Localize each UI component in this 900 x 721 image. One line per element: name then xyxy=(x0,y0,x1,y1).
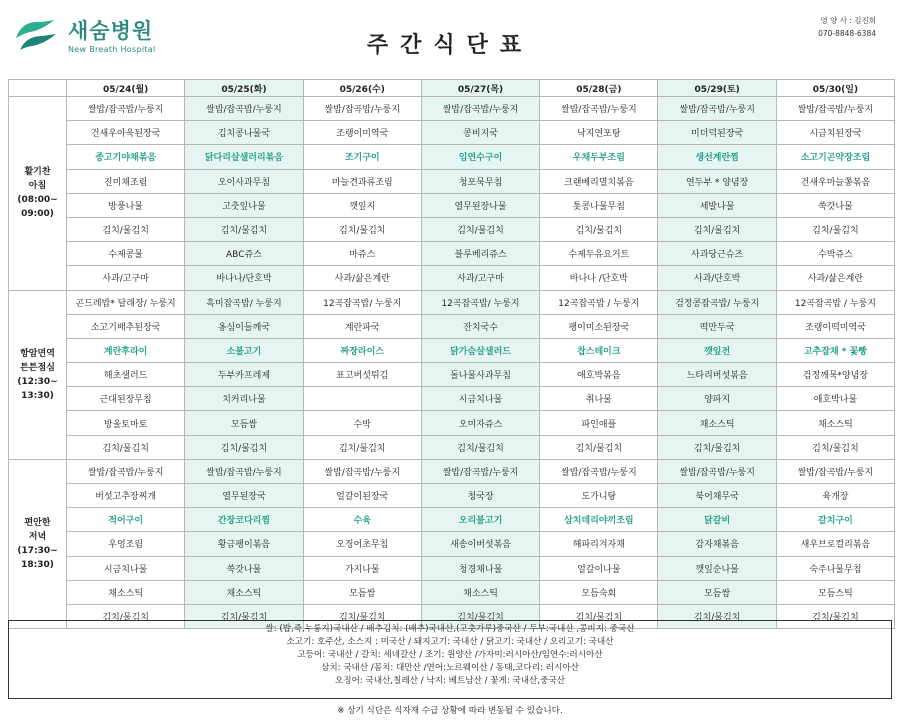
menu-item: 열무된장나물 xyxy=(421,193,539,217)
menu-item: 쌀밥/잡곡밥/누룽지 xyxy=(185,97,303,121)
menu-item: 시금치나물 xyxy=(421,387,539,411)
day-header: 05/29(토) xyxy=(658,80,776,97)
menu-item: 쌀밥/잡곡밥/누룽지 xyxy=(421,459,539,483)
menu-item: 김치/물김치 xyxy=(303,435,421,459)
menu-item: 김치/물김치 xyxy=(303,604,421,628)
menu-item: 세발나물 xyxy=(658,193,776,217)
menu-item: 12곡잡곡밥 / 누룽지 xyxy=(540,290,658,314)
menu-item: 김치/물김치 xyxy=(776,435,894,459)
menu-item: 건새우아욱된장국 xyxy=(67,121,185,145)
menu-item: 흑미잡곡밥/ 누룽지 xyxy=(185,290,303,314)
menu-item: 닭다리살샐러리볶음 xyxy=(185,145,303,169)
dietitian-phone: 070-8848-6384 xyxy=(818,29,876,38)
day-header: 05/24(월) xyxy=(67,80,185,97)
menu-item: 쌀밥/잡곡밥/누룽지 xyxy=(67,459,185,483)
meal-label: 항암면역 튼튼점심 (12:30~ 13:30) xyxy=(9,290,67,459)
menu-item: 옹심이들깨국 xyxy=(185,314,303,338)
menu-item: 해초샐러드 xyxy=(67,363,185,387)
menu-item: 김치/물김치 xyxy=(658,435,776,459)
menu-item: 미더덕된장국 xyxy=(658,121,776,145)
menu-item: 모듬쌈 xyxy=(658,580,776,604)
menu-item: 사과/삶은계란 xyxy=(303,266,421,290)
menu-item: 우채두부조림 xyxy=(540,145,658,169)
menu-item: 숙주나물무침 xyxy=(776,556,894,580)
menu-row xyxy=(9,169,895,193)
page-header xyxy=(0,0,900,78)
menu-item: 채소스틱 xyxy=(421,580,539,604)
origin-line: 삼치: 국내산 /꽁치: 대만산 /연어:노르웨이산 / 동태,코다리: 러시아산 xyxy=(321,663,579,673)
menu-item: ABC쥬스 xyxy=(185,242,303,266)
menu-item: 돌나물사과무침 xyxy=(421,363,539,387)
menu-item: 닭갈비 xyxy=(658,508,776,532)
menu-item: 고추잡채 * 꽃빵 xyxy=(776,338,894,362)
menu-row xyxy=(9,508,895,532)
menu-item: 우엉조림 xyxy=(67,532,185,556)
menu-item: 바나나/단호박 xyxy=(185,266,303,290)
menu-item: 표고버섯튀김 xyxy=(303,363,421,387)
menu-item: 오리불고기 xyxy=(421,508,539,532)
dietitian-info xyxy=(818,14,876,40)
menu-row xyxy=(9,387,895,411)
menu-row xyxy=(9,145,895,169)
menu-item: 바나나 /단호박 xyxy=(540,266,658,290)
menu-item: 소불고기 xyxy=(185,338,303,362)
menu-row xyxy=(9,193,895,217)
menu-item: 근대된장무침 xyxy=(67,387,185,411)
menu-item: 새송이버섯볶음 xyxy=(421,532,539,556)
menu-item: 사과/고구마 xyxy=(421,266,539,290)
menu-item: 팽이미소된장국 xyxy=(540,314,658,338)
menu-row xyxy=(9,290,895,314)
menu-item: 깻잎순나물 xyxy=(658,556,776,580)
menu-row xyxy=(9,532,895,556)
menu-item: 북어채무국 xyxy=(658,484,776,508)
menu-row xyxy=(9,338,895,362)
menu-item: 수박 xyxy=(303,411,421,435)
origin-line: 오징어: 국내산,칠레산 / 낙지: 베트남산 / 꽃게: 국내산,중국산 xyxy=(335,676,565,686)
menu-item: 건새우마늘쫑볶음 xyxy=(776,169,894,193)
menu-item: 사과/삶은계란 xyxy=(776,266,894,290)
day-header: 05/26(수) xyxy=(303,80,421,97)
origin-line: 고등어: 국내산 / 갈치: 세네갈산 / 조기: 원양산 /가자미:러시아산/임연수:러시아산 xyxy=(297,650,603,660)
menu-item: 적어구이 xyxy=(67,508,185,532)
menu-item: 조기구이 xyxy=(303,145,421,169)
menu-row xyxy=(9,556,895,580)
menu-item: 쌀밥/잡곡밥/누룽지 xyxy=(776,459,894,483)
menu-item: 종고기야채볶음 xyxy=(67,145,185,169)
menu-row xyxy=(9,217,895,241)
menu-item: 12곡잡곡밥 / 누룽지 xyxy=(776,290,894,314)
menu-item: 오미자쥬스 xyxy=(421,411,539,435)
menu-item: 해파리겨자채 xyxy=(540,532,658,556)
menu-item: 김치/물김치 xyxy=(540,435,658,459)
menu-item: 곤드레밥* 달래장/ 누룽지 xyxy=(67,290,185,314)
menu-item: 갈치구이 xyxy=(776,508,894,532)
menu-row xyxy=(9,242,895,266)
menu-item: 얼갈이나물 xyxy=(540,556,658,580)
menu-item: 사과/단호박 xyxy=(658,266,776,290)
dietitian-name: 영 양 사 : 김진희 xyxy=(820,16,876,25)
menu-item: 찹스테이크 xyxy=(540,338,658,362)
menu-item: 감자채볶음 xyxy=(658,532,776,556)
menu-row xyxy=(9,411,895,435)
menu-item: 모듬쌈 xyxy=(303,580,421,604)
menu-item: 쌀밥/잡곡밥/누룽지 xyxy=(185,459,303,483)
menu-item: 가지나물 xyxy=(303,556,421,580)
day-header: 05/28(금) xyxy=(540,80,658,97)
menu-item: 진미채조림 xyxy=(67,169,185,193)
menu-row xyxy=(9,266,895,290)
menu-item: 청경채나물 xyxy=(421,556,539,580)
menu-item: 12곡잡곡밥/ 누룽지 xyxy=(303,290,421,314)
menu-item: 쌀밥/잡곡밥/누룽지 xyxy=(540,97,658,121)
menu-item: 오징어초무침 xyxy=(303,532,421,556)
day-header: 05/27(목) xyxy=(421,80,539,97)
header-corner xyxy=(9,80,67,97)
menu-item: 김치/물김치 xyxy=(185,217,303,241)
menu-row xyxy=(9,314,895,338)
menu-item: 김치/물김치 xyxy=(67,217,185,241)
menu-item: 열무된장국 xyxy=(185,484,303,508)
menu-item: 김치/물김치 xyxy=(67,435,185,459)
menu-item: 모듬숙회 xyxy=(540,580,658,604)
menu-row xyxy=(9,459,895,483)
menu-item: 김치/물김치 xyxy=(421,435,539,459)
menu-item: 김치/물김치 xyxy=(776,604,894,628)
menu-item: 수제두유요거트 xyxy=(540,242,658,266)
menu-item: 얼갈이된장국 xyxy=(303,484,421,508)
page-title: 주간식단표 xyxy=(366,33,534,58)
menu-row xyxy=(9,435,895,459)
menu-item: 두부카프레제 xyxy=(185,363,303,387)
menu-item: 마늘견과류조림 xyxy=(303,169,421,193)
change-notice: ※ 상기 식단은 식자재 수급 상황에 따라 변동될 수 있습니다. xyxy=(337,706,563,716)
menu-item: 콩비지국 xyxy=(421,121,539,145)
menu-item: 오이사과무침 xyxy=(185,169,303,193)
menu-item xyxy=(303,387,421,411)
menu-item: 치커리나물 xyxy=(185,387,303,411)
menu-item: 김치/물김치 xyxy=(540,604,658,628)
menu-item: 쌀밥/잡곡밥/누룽지 xyxy=(67,97,185,121)
menu-item: 양파지 xyxy=(658,387,776,411)
origin-info xyxy=(8,620,892,699)
menu-item: 잔치국수 xyxy=(421,314,539,338)
menu-item: 연두부 * 양념장 xyxy=(658,169,776,193)
menu-item: 채소스틱 xyxy=(185,580,303,604)
hospital-name: 새숨병원 xyxy=(68,18,154,43)
menu-item: 김치/물김치 xyxy=(185,604,303,628)
menu-item: 모듬스틱 xyxy=(776,580,894,604)
date-header-row xyxy=(9,80,895,97)
menu-item: 애호박볶음 xyxy=(540,363,658,387)
menu-item: 애호박나물 xyxy=(776,387,894,411)
menu-item: 김치/물김치 xyxy=(303,217,421,241)
menu-item: 검정콩잡곡밥/ 누룽지 xyxy=(658,290,776,314)
menu-item: 깻잎지 xyxy=(303,193,421,217)
menu-item: 시금치나물 xyxy=(67,556,185,580)
menu-item: 12곡잡곡밥/ 누룽지 xyxy=(421,290,539,314)
day-header: 05/25(화) xyxy=(185,80,303,97)
menu-item: 취나물 xyxy=(540,387,658,411)
menu-row xyxy=(9,580,895,604)
menu-item: 채소스틱 xyxy=(658,411,776,435)
menu-item: 조랭이떡미역국 xyxy=(776,314,894,338)
menu-item: 수제콩물 xyxy=(67,242,185,266)
menu-item: 간장코다리찜 xyxy=(185,508,303,532)
menu-item: 파인애플 xyxy=(540,411,658,435)
menu-item: 수육 xyxy=(303,508,421,532)
menu-row xyxy=(9,363,895,387)
menu-item: 김치/물김치 xyxy=(658,604,776,628)
meal-label: 편안한 저녁 (17:30~ 18:30) xyxy=(9,459,67,628)
menu-item: 톳콩나물무침 xyxy=(540,193,658,217)
menu-item: 낙지연포탕 xyxy=(540,121,658,145)
menu-item: 청포묵무침 xyxy=(421,169,539,193)
day-header: 05/30(일) xyxy=(776,80,894,97)
weekly-menu-table xyxy=(8,79,895,629)
menu-item: 시금치된장국 xyxy=(776,121,894,145)
menu-item: 닭가슴살샐러드 xyxy=(421,338,539,362)
menu-item: 쑥갓나물 xyxy=(776,193,894,217)
menu-item: 쌀밥/잡곡밥/누룽지 xyxy=(540,459,658,483)
menu-item: 소고기곤약장조림 xyxy=(776,145,894,169)
menu-row xyxy=(9,97,895,121)
menu-item: 황금팽이볶음 xyxy=(185,532,303,556)
menu-item: 마쥬스 xyxy=(303,242,421,266)
menu-item: 방풍나물 xyxy=(67,193,185,217)
menu-item: 김치/물김치 xyxy=(67,604,185,628)
menu-item: 사과/고구마 xyxy=(67,266,185,290)
menu-item: 수박쥬스 xyxy=(776,242,894,266)
menu-item: 육개장 xyxy=(776,484,894,508)
menu-item: 김치콩나물국 xyxy=(185,121,303,145)
menu-item: 쌀밥/잡곡밥/누룽지 xyxy=(303,459,421,483)
menu-item: 생선계란찜 xyxy=(658,145,776,169)
menu-item: 조랭이미역국 xyxy=(303,121,421,145)
menu-item: 쑥갓나물 xyxy=(185,556,303,580)
origin-line: 쌀: (밥,죽,누룽지)국내산 / 배추김치: (배추)국내산,(고춧가루)중국산 / 두부:국내산 ,콩비지: 중국산 xyxy=(265,624,635,634)
menu-item: 김치/물김치 xyxy=(776,217,894,241)
menu-item: 쌀밥/잡곡밥/누룽지 xyxy=(658,97,776,121)
menu-item: 사과당근슈즈 xyxy=(658,242,776,266)
menu-item: 쌀밥/잡곡밥/누룽지 xyxy=(658,459,776,483)
menu-item: 새우브로컬리볶음 xyxy=(776,532,894,556)
menu-item: 김치/물김치 xyxy=(421,217,539,241)
menu-item: 크랜베리멸치볶음 xyxy=(540,169,658,193)
menu-item: 쌀밥/잡곡밥/누룽지 xyxy=(303,97,421,121)
origin-line: 소고기: 호주산, 소스지 : 미국산 / 돼지고기: 국내산 / 닭고기: 국내산 / 오리고기: 국내산 xyxy=(286,637,614,647)
menu-row xyxy=(9,121,895,145)
menu-item: 느타리버섯볶음 xyxy=(658,363,776,387)
menu-item: 계란후라이 xyxy=(67,338,185,362)
menu-item: 방울토마토 xyxy=(67,411,185,435)
menu-item: 삼치데리야끼조림 xyxy=(540,508,658,532)
menu-item: 계란파국 xyxy=(303,314,421,338)
menu-item: 고춧잎나물 xyxy=(185,193,303,217)
menu-item: 버섯고추장찌개 xyxy=(67,484,185,508)
menu-item: 김치/물김치 xyxy=(540,217,658,241)
menu-item: 블루베리쥬스 xyxy=(421,242,539,266)
menu-item: 모듬쌈 xyxy=(185,411,303,435)
menu-item: 청국장 xyxy=(421,484,539,508)
menu-item: 쌀밥/잡곡밥/누룽지 xyxy=(421,97,539,121)
menu-item: 검정깨묵*양념장 xyxy=(776,363,894,387)
menu-item: 김치/물김치 xyxy=(185,435,303,459)
menu-item: 떡만두국 xyxy=(658,314,776,338)
menu-item: 임연수구이 xyxy=(421,145,539,169)
menu-item: 채소스틱 xyxy=(776,411,894,435)
menu-item: 소고기배추된장국 xyxy=(67,314,185,338)
menu-item: 김치/물김치 xyxy=(421,604,539,628)
hospital-subtitle: New Breath Hospital xyxy=(68,44,156,54)
menu-item: 채소스틱 xyxy=(67,580,185,604)
menu-item: 깻잎전 xyxy=(658,338,776,362)
menu-item: 쌀밥/잡곡밥/누룽지 xyxy=(776,97,894,121)
menu-item: 짜장라이스 xyxy=(303,338,421,362)
menu-item: 도가니탕 xyxy=(540,484,658,508)
menu-item: 김치/물김치 xyxy=(658,217,776,241)
menu-row xyxy=(9,484,895,508)
meal-label: 활기찬 아침 (08:00~ 09:00) xyxy=(9,97,67,291)
